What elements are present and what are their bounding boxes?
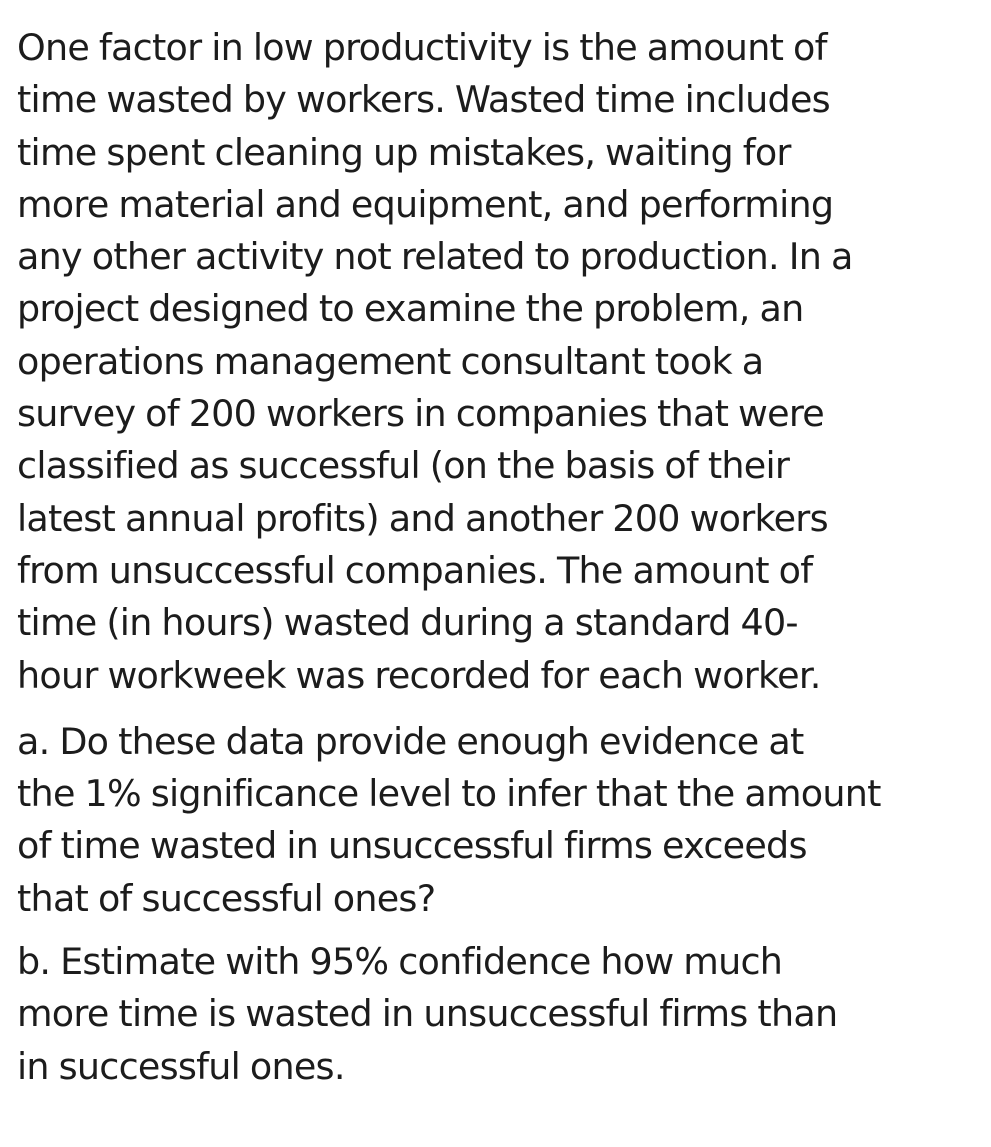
text-line: classified as successful (on the basis of their <box>17 444 790 488</box>
text-line: a. Do these data provide enough evidence at <box>17 719 804 763</box>
text-line: from unsuccessful companies. The amount of <box>17 548 813 592</box>
text-line: One factor in low productivity is the amount of <box>17 26 827 69</box>
text-line: b. Estimate with 95% confidence how much <box>17 940 783 984</box>
text-line: the 1% significance level to infer that the amount <box>17 772 881 816</box>
text-line: time wasted by workers. Wasted time includes <box>17 78 830 122</box>
text-line: of time wasted in unsuccessful firms exceeds <box>17 824 807 868</box>
intro-paragraph <box>17 22 982 702</box>
text-line: any other activity not related to production. In a <box>17 235 853 279</box>
text-line: operations management consultant took a <box>17 339 764 383</box>
text-line: time spent cleaning up mistakes, waiting for <box>17 130 791 174</box>
problem-text <box>17 22 982 1093</box>
part-b-paragraph <box>17 936 982 1093</box>
text-line: time (in hours) wasted during a standard 40- <box>17 601 798 645</box>
text-line: latest annual profits) and another 200 workers <box>17 496 828 540</box>
text-line: more time is wasted in unsuccessful firms than <box>17 992 838 1036</box>
text-line: project designed to examine the problem, an <box>17 287 804 331</box>
text-line: more material and equipment, and performing <box>17 182 834 226</box>
text-line: that of successful ones? <box>17 876 436 920</box>
text-line: hour workweek was recorded for each worker. <box>17 653 821 697</box>
paragraph-gap <box>17 702 982 716</box>
text-line: survey of 200 workers in companies that were <box>17 392 824 436</box>
text-line: in successful ones. <box>17 1044 345 1088</box>
paragraph-gap <box>17 925 982 936</box>
part-a-paragraph <box>17 716 982 925</box>
